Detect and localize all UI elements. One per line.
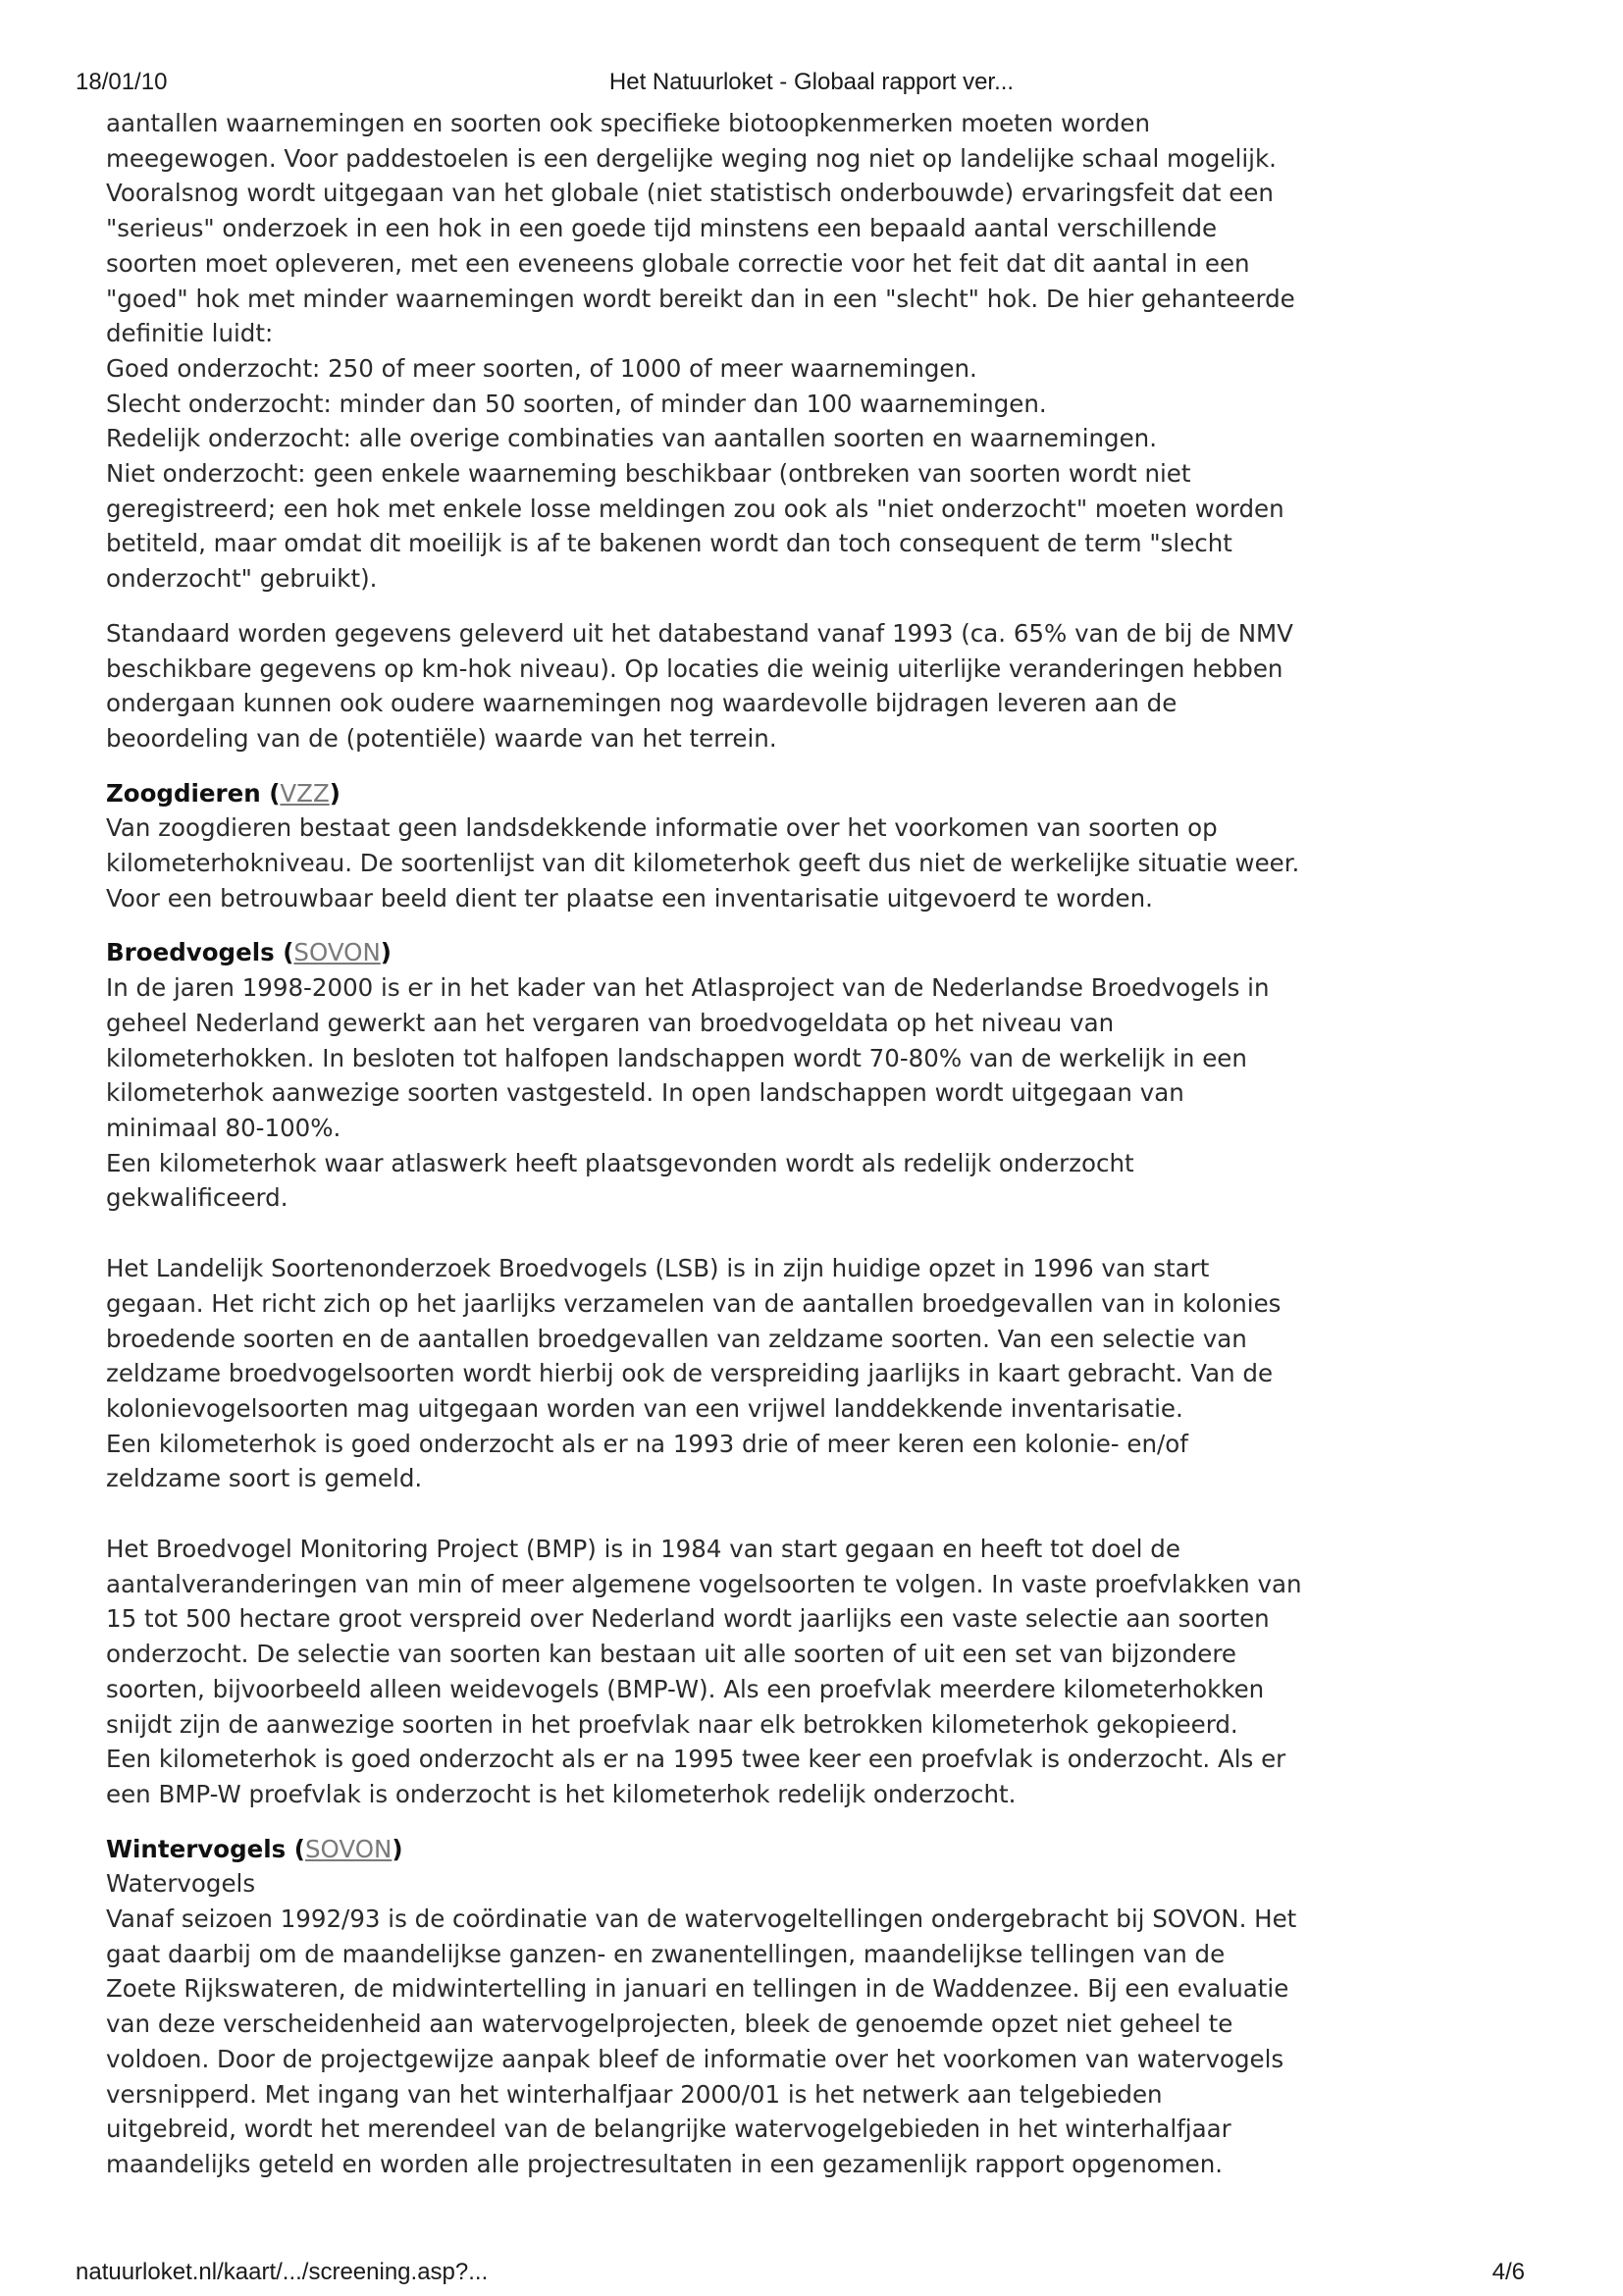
text-line: een BMP-W proefvlak is onderzocht is het kilometerhok redelijk onderzocht. <box>106 1779 1017 1808</box>
text-line: Redelijk onderzocht: alle overige combinaties van aantallen soorten en waarnemingen. <box>106 424 1157 453</box>
text-line: beschikbare gegevens op km-hok niveau). Op locaties die weinig uiterlijke veranderingen hebben <box>106 653 1283 683</box>
text-line: "serieus" onderzoek in een hok in een goede tijd minstens een bepaald aantal verschillende <box>106 214 1218 243</box>
text-line: Vooralsnog wordt uitgegaan van het globale (niet statistisch onderbouwde) ervaringsfeit dat een <box>106 179 1274 208</box>
section-heading: Wintervogels (SOVON) <box>106 1834 403 1863</box>
heading-wintervogels: Wintervogels <box>106 1834 287 1863</box>
text-line: Een kilometerhok is goed onderzocht als er na 1995 twee keer een proefvlak is onderzocht. Als er <box>106 1745 1286 1774</box>
standaard-paragraph <box>106 616 1480 757</box>
text-line: kilometerhokniveau. De soortenlijst van dit kilometerhok geeft dus niet de werkelijke situatie weer. <box>106 849 1300 878</box>
section-heading: Zoogdieren (VZZ) <box>106 778 340 808</box>
text-line: versnipperd. Met ingang van het winterhalfjaar 2000/01 is het netwerk aan telgebieden <box>106 2079 1163 2109</box>
text-line: snijdt zijn de aanwezige soorten in het proefvlak naar elk betrokken kilometerhok gekopieerd. <box>106 1709 1238 1739</box>
text-line: Standaard worden gegevens geleverd uit het databestand vanaf 1993 (ca. 65% van de bij de NMV <box>106 618 1293 648</box>
text-line: kilometerhok aanwezige soorten vastgesteld. In open landschappen wordt uitgegaan van <box>106 1078 1184 1108</box>
text-line: beoordeling van de (potentiële) waarde van het terrein. <box>106 723 777 753</box>
header-title: Het Natuurloket - Globaal rapport ver... <box>608 69 1015 95</box>
subheading-watervogels: Watervogels <box>106 1869 256 1899</box>
text-line: In de jaren 1998-2000 is er in het kader van het Atlasproject van de Nederlandse Broedvogels in <box>106 973 1270 1003</box>
text-line: uitgebreid, wordt het merendeel van de belangrijke watervogelgebieden in het winterhalfjaar <box>106 2114 1231 2144</box>
text-line: Voor een betrouwbaar beeld dient ter plaatse een inventarisatie uitgevoerd te worden. <box>106 883 1153 913</box>
text-line: Niet onderzocht: geen enkele waarneming beschikbaar (ontbreken van soorten wordt niet <box>106 459 1191 489</box>
text-line: Zoete Rijkswateren, de midwintertelling in januari en tellingen in de Waddenzee. Bij een evaluatie <box>106 1974 1289 2004</box>
text-line: soorten moet opleveren, met een eveneens globale correctie voor het feit dat dit aantal in een <box>106 248 1250 278</box>
text-line: kilometerhokken. In besloten tot halfopen landschappen wordt 70-80% van de werkelijk in een <box>106 1043 1247 1072</box>
text-line: onderzocht" gebruikt). <box>106 564 378 594</box>
link-sovon-wintervogels[interactable]: SOVON <box>304 1834 393 1863</box>
text-line: maandelijks geteld en worden alle projectresultaten in een gezamenlijk rapport opgenomen. <box>106 2149 1224 2178</box>
link-vzz[interactable]: VZZ <box>280 778 330 808</box>
section-heading: Broedvogels (SOVON) <box>106 938 392 967</box>
footer-url: natuurloket.nl/kaart/.../screening.asp?... <box>76 2259 489 2285</box>
text-line: definitie luidt: <box>106 319 274 348</box>
text-line: zeldzame soort is gemeld. <box>106 1464 423 1493</box>
heading-broedvogels: Broedvogels <box>106 938 275 967</box>
text-line: zeldzame broedvogelsoorten wordt hierbij ook de verspreiding jaarlijks in kaart gebracht. Van de <box>106 1359 1274 1388</box>
text-line: 15 tot 500 hectare groot verspreid over Nederland wordt jaarlijks een vaste selectie aan soorten <box>106 1604 1270 1634</box>
text-line: geregistreerd; een hok met enkele losse meldingen zou ook als "niet onderzocht" moeten worden <box>106 494 1284 523</box>
document-body <box>106 106 1480 2182</box>
broedvogels-section <box>106 935 1480 1811</box>
header-date: 18/01/10 <box>76 69 168 95</box>
text-line: aantallen waarnemingen en soorten ook specifieke biotoopkenmerken moeten worden <box>106 109 1150 137</box>
intro-paragraph <box>106 106 1480 597</box>
text-line: kolonievogelsoorten mag uitgegaan worden van een vrijwel landdekkende inventarisatie. <box>106 1393 1183 1423</box>
text-line: Een kilometerhok is goed onderzocht als er na 1993 drie of meer keren een kolonie- en/of <box>106 1429 1188 1458</box>
text-line: gegaan. Het richt zich op het jaarlijks verzamelen van de aantallen broedgevallen van in kolonies <box>106 1288 1282 1318</box>
zoogdieren-section <box>106 776 1480 916</box>
text-line: "goed" hok met minder waarnemingen wordt bereikt dan in een "slecht" hok. De hier gehanteerde <box>106 284 1295 313</box>
text-line: Van zoogdieren bestaat geen landsdekkende informatie over het voorkomen van soorten op <box>106 813 1218 843</box>
link-sovon-broedvogels[interactable]: SOVON <box>293 938 381 967</box>
text-line: van deze verscheidenheid aan watervogelprojecten, bleek de genoemde opzet niet geheel te <box>106 2009 1233 2039</box>
text-line: voldoen. Door de projectgewijze aanpak bleef de informatie over het voorkomen van watervogels <box>106 2044 1284 2073</box>
text-line: ondergaan kunnen ook oudere waarnemingen nog waardevolle bijdragen leveren aan de <box>106 689 1178 718</box>
text-line: geheel Nederland gewerkt aan het vergaren van broedvogeldata op het niveau van <box>106 1008 1115 1037</box>
wintervogels-section <box>106 1832 1480 2182</box>
text-line: Slecht onderzocht: minder dan 50 soorten, of minder dan 100 waarnemingen. <box>106 389 1047 418</box>
heading-zoogdieren: Zoogdieren <box>106 778 261 808</box>
text-line: gekwalificeerd. <box>106 1183 288 1213</box>
text-line: onderzocht. De selectie van soorten kan bestaan uit alle soorten of uit een set van bijzondere <box>106 1640 1236 1669</box>
text-line: Een kilometerhok waar atlaswerk heeft plaatsgevonden wordt als redelijk onderzocht <box>106 1148 1134 1177</box>
text-line: broedende soorten en de aantallen broedgevallen van zeldzame soorten. Van een selectie van <box>106 1324 1247 1353</box>
text-line: Het Broedvogel Monitoring Project (BMP) is in 1984 van start gegaan en heeft tot doel de <box>106 1535 1180 1564</box>
text-line: betiteld, maar omdat dit moeilijk is af te bakenen wordt dan toch consequent de term "slecht <box>106 529 1232 558</box>
text-line: aantalveranderingen van min of meer algemene vogelsoorten te volgen. In vaste proefvlakken van <box>106 1569 1302 1598</box>
text-line: meegewogen. Voor paddestoelen is een dergelijke weging nog niet op landelijke schaal mogelijk. <box>106 143 1277 173</box>
text-line: gaat daarbij om de maandelijkse ganzen- en zwanentellingen, maandelijkse tellingen van de <box>106 1939 1226 1968</box>
text-line: Het Landelijk Soortenonderzoek Broedvogels (LSB) is in zijn huidige opzet in 1996 van start <box>106 1254 1210 1283</box>
footer-page-number: 4/6 <box>1492 2259 1525 2285</box>
text-line: Goed onderzocht: 250 of meer soorten, of 1000 of meer waarnemingen. <box>106 353 977 383</box>
text-line: Vanaf seizoen 1992/93 is de coördinatie van de watervogeltellingen ondergebracht bij SOVON. Het <box>106 1905 1297 1934</box>
text-line: minimaal 80-100%. <box>106 1113 341 1142</box>
text-line: soorten, bijvoorbeeld alleen weidevogels (BMP-W). Als een proefvlak meerdere kilometerhokken <box>106 1674 1265 1703</box>
